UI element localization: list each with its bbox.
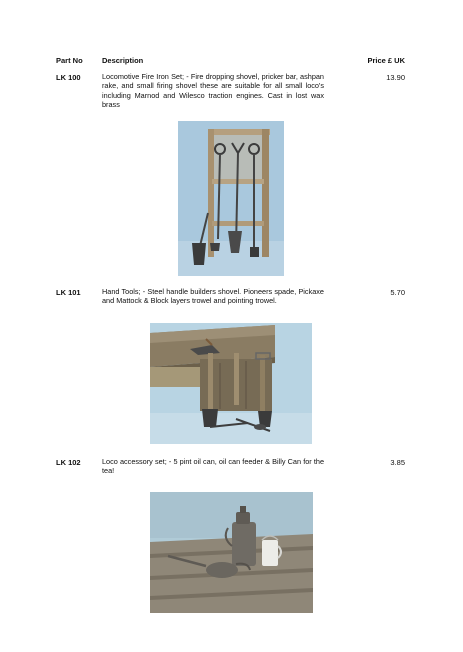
product-photo-loco-accessories bbox=[150, 492, 313, 613]
item-part-no: LK 101 bbox=[56, 288, 81, 297]
item-price: 5.70 bbox=[390, 288, 405, 297]
header-description: Description bbox=[102, 56, 144, 65]
item-price: 3.85 bbox=[390, 458, 405, 467]
item-description: Locomotive Fire Iron Set; - Fire dropping shovel, pricker bar, ashpan rake, and small firing shovel these are suitable for all small loco's including Marnod and Wilesco traction engines. Cast in lost wax brass bbox=[102, 72, 324, 110]
item-description: Loco accessory set; - 5 pint oil can, oil can feeder & Billy Can for the tea! bbox=[102, 457, 324, 476]
item-part-no: LK 100 bbox=[56, 73, 81, 82]
item-price: 13.90 bbox=[386, 73, 405, 82]
product-photo-fire-irons bbox=[178, 121, 284, 276]
item-part-no: LK 102 bbox=[56, 458, 81, 467]
item-description: Hand Tools; - Steel handle builders shovel. Pioneers spade, Pickaxe and Mattock & Block layers trowel and pointing trowel. bbox=[102, 287, 324, 306]
product-photo-hand-tools bbox=[150, 323, 312, 444]
header-price: Price £ UK bbox=[367, 56, 405, 65]
header-part-no: Part No bbox=[56, 56, 83, 65]
